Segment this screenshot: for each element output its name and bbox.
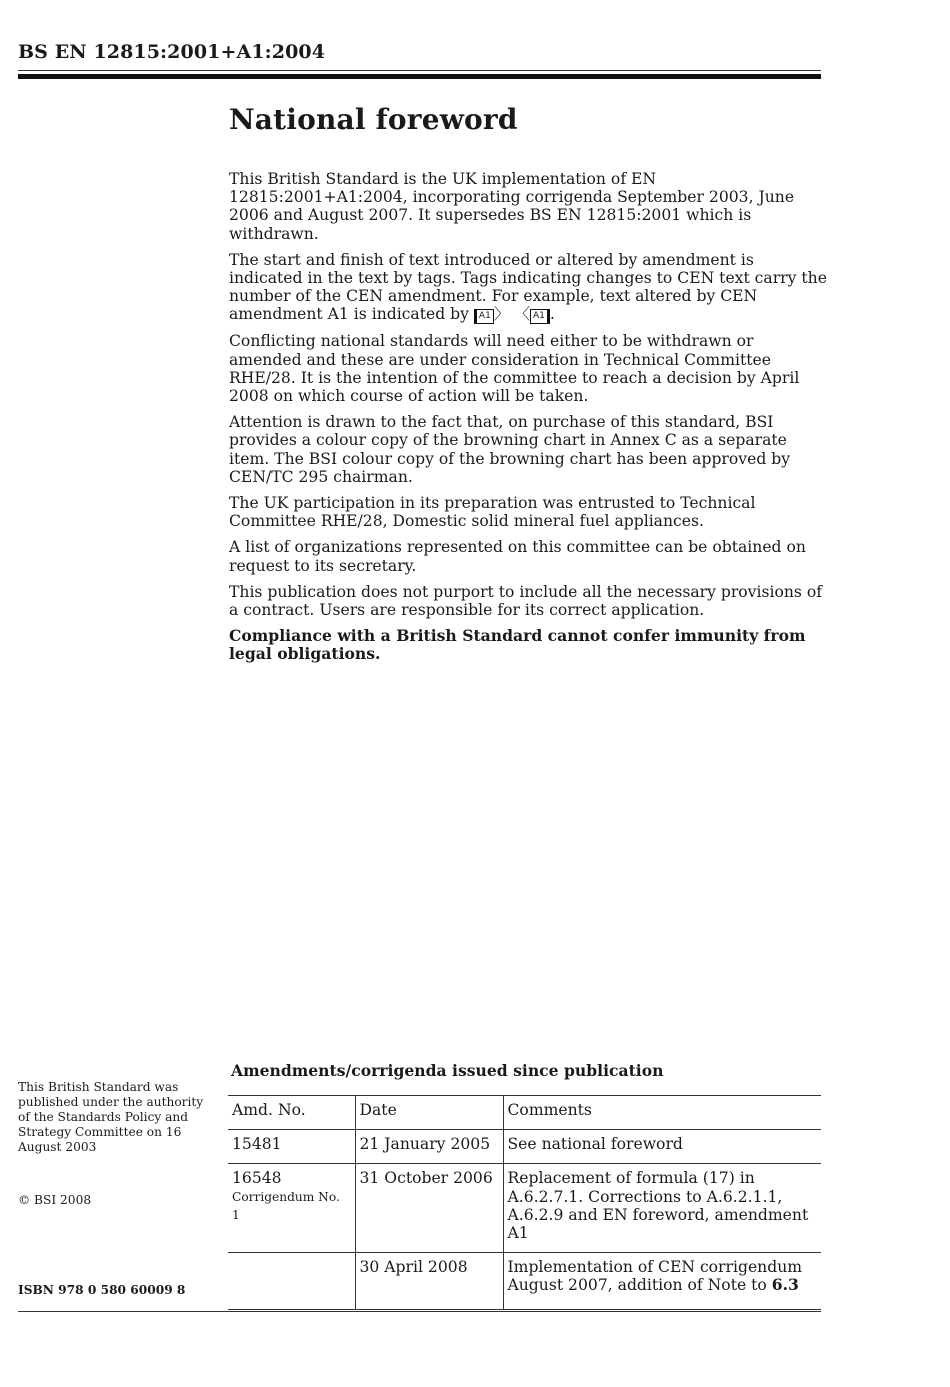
- table-row: [228, 1130, 821, 1164]
- table-row: [228, 1164, 821, 1253]
- amendment-end-tag: A1: [530, 309, 550, 324]
- copyright: © BSI 2008: [18, 1193, 92, 1207]
- amendment-start-tag: A1: [474, 309, 494, 324]
- document-code: BS EN 12815:2001+A1:2004: [18, 41, 326, 63]
- amd-no-cell: [228, 1130, 355, 1164]
- comments-text: Replacement of formula (17) in A.6.2.7.1. Corrections to A.6.2.1.1, A.6.2.9 and EN foreword, amendment A1: [507, 1169, 809, 1243]
- column-header-amd-no: Amd. No.: [228, 1096, 355, 1130]
- paragraph-browning-chart: Attention is drawn to the fact that, on purchase of this standard, BSI provides a colour copy of the browning chart in Annex C as a separate item. The BSI colour copy of the browning chart has been approved by CEN/TC 295 chairman.: [229, 413, 791, 486]
- paragraph-tags-text: The start and finish of text introduced or altered by amendment is indicated in the text by tags. Tags indicating changes to CEN text carry the number of the CEN amendment. For example, text altered by CEN amendment A1 is indicated by: [229, 250, 827, 324]
- paragraph-organizations: A list of organizations represented on this committee can be obtained on request to its secretary.: [229, 538, 806, 575]
- paragraph-provisions: This publication does not purport to include all the necessary provisions of a contract. Users are responsible for its correct application.: [229, 582, 822, 620]
- comments-bold: 6.3: [771, 1275, 799, 1295]
- paragraph-participation: The UK participation in its preparation was entrusted to Technical Committee RHE/28, Domestic solid mineral fuel appliances.: [229, 494, 756, 531]
- amendments-heading: Amendments/corrigenda issued since publication: [231, 1061, 664, 1080]
- footer-rule: [18, 1311, 821, 1312]
- amendments-table: [228, 1095, 821, 1310]
- comments-cell: [503, 1164, 821, 1253]
- paragraph-conflicting: Conflicting national standards will need either to be withdrawn or amended and these are under consideration in Technical Committee RHE/28. It is the intention of the committee to reach a decision by April 2008 on which course of action will be taken.: [229, 332, 800, 406]
- date-cell: 31 October 2006: [355, 1164, 503, 1253]
- comments-cell: [503, 1130, 821, 1164]
- paragraph-compliance: Compliance with a British Standard cannot confer immunity from legal obligations.: [229, 626, 806, 664]
- paragraph-tags: The start and finish of text introduced or altered by amendment is indicated in the text by tags. Tags indicating changes to CEN text carry the number of the CEN amendment. For example, text altered by CEN amendment A1 is indicated by A1 〉 〈 A1 .: [229, 250, 827, 324]
- column-header-comments: Comments: [503, 1096, 821, 1130]
- comments-cell: [503, 1253, 821, 1309]
- comments-text: Implementation of CEN corrigendum August 2007, addition of Note to: [507, 1258, 803, 1295]
- comments-text: See national foreword: [507, 1135, 683, 1154]
- table-header-row: [228, 1096, 821, 1130]
- amd-no-cell: [228, 1253, 355, 1309]
- foreword-body: [229, 170, 829, 672]
- amd-note: Corrigendum No. 1: [232, 1189, 340, 1222]
- amd-number: 15481: [232, 1135, 282, 1154]
- column-header-date: Date: [355, 1096, 503, 1130]
- table-row: [228, 1253, 821, 1309]
- date-cell: 30 April 2008: [355, 1253, 503, 1309]
- date-cell: 21 January 2005: [355, 1130, 503, 1164]
- paragraph-implementation: This British Standard is the UK implementation of EN 12815:2001+A1:2004, incorporating corrigenda September 2003, June 2006 and August 2007. It supersedes BS EN 12815:2001 which is withdrawn.: [229, 170, 795, 243]
- page-title: National foreword: [229, 103, 518, 136]
- header-rule-thick: [18, 74, 821, 79]
- isbn: ISBN 978 0 580 60009 8: [18, 1283, 186, 1297]
- paragraph-tags-end: .: [549, 305, 555, 324]
- amd-no-cell: [228, 1164, 355, 1253]
- amd-number: 16548: [232, 1169, 282, 1188]
- publication-authority-note: This British Standard was published under the authority of the Standards Policy and Strategy Committee on 16 August 2003: [18, 1080, 204, 1154]
- header-rule-thin: [18, 70, 821, 71]
